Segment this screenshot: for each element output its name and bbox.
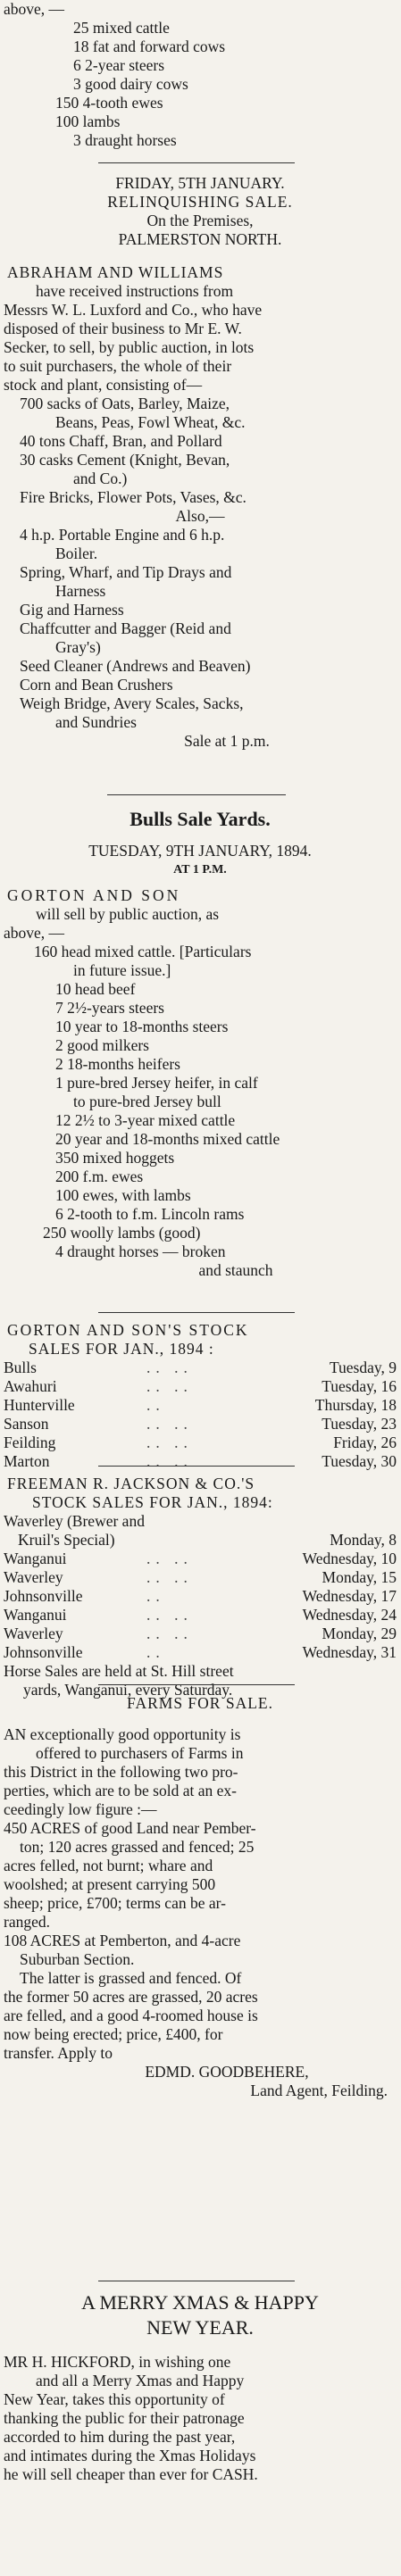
schedule-row: Waverley .. .. Monday, 29 bbox=[4, 1625, 397, 1642]
body-line: perties, which are to be sold at an ex- bbox=[4, 1782, 237, 1799]
item-line: 40 tons Chaff, Bran, and Pollard bbox=[20, 432, 222, 450]
bulls-sale-ad bbox=[4, 808, 397, 1280]
body-line: The latter is grassed and fenced. Of bbox=[20, 1969, 242, 1987]
item-line: Harness bbox=[55, 582, 106, 600]
list-item: 25 mixed cattle bbox=[73, 19, 170, 37]
sale-date: FRIDAY, 5TH JANUARY. bbox=[115, 174, 285, 192]
item-line: 100 ewes, with lambs bbox=[55, 1186, 191, 1204]
divider bbox=[107, 794, 286, 795]
schedule-row: Sanson .. .. Tuesday, 23 bbox=[4, 1415, 397, 1433]
divider bbox=[98, 1312, 295, 1313]
schedule-row: Bulls .. .. Tuesday, 9 bbox=[4, 1359, 397, 1376]
stock-list-top bbox=[4, 0, 397, 150]
gorton-stock-sales bbox=[4, 1321, 397, 1471]
item-line: to pure-bred Jersey bull bbox=[73, 1093, 221, 1110]
body-line: 450 ACRES of good Land near Pember- bbox=[4, 1819, 256, 1837]
body-line: ceedingly low figure :— bbox=[4, 1800, 157, 1818]
item-line: and Sundries bbox=[55, 713, 137, 731]
agent-name: EDMD. GOODBEHERE, bbox=[145, 2063, 309, 2081]
item-line: 350 mixed hoggets bbox=[55, 1149, 175, 1167]
item-line: 30 casks Cement (Knight, Bevan, bbox=[20, 451, 230, 469]
item-line: 200 f.m. ewes bbox=[55, 1168, 144, 1185]
item-line: 10 year to 18-months steers bbox=[55, 1018, 229, 1035]
schedule-row: Hunterville .. Thursday, 18 bbox=[4, 1396, 397, 1414]
body-line: offered to purchasers of Farms in bbox=[36, 1744, 244, 1762]
item-line: 7 2½-years steers bbox=[55, 999, 164, 1017]
item-line: Gray's) bbox=[55, 638, 101, 656]
item-line: 2 18-months heifers bbox=[55, 1055, 180, 1073]
item-line: Boiler. bbox=[55, 544, 98, 562]
item-line: 250 woolly lambs (good) bbox=[43, 1224, 201, 1242]
sale-time: Sale at 1 p.m. bbox=[184, 732, 270, 750]
item-line: 4 draught horses — broken bbox=[55, 1242, 226, 1260]
bulls-date: TUESDAY, 9TH JANUARY, 1894. bbox=[88, 842, 312, 860]
body-line: thanking the public for their patronage bbox=[4, 2409, 245, 2427]
item-line: 10 head beef bbox=[55, 980, 136, 998]
schedule-title: GORTON AND SON'S STOCK bbox=[7, 1321, 249, 1339]
body-line: and all a Merry Xmas and Happy bbox=[36, 2372, 245, 2389]
item-line: 1 pure-bred Jersey heifer, in calf bbox=[55, 1074, 258, 1092]
body-line: now being erected; price, £400, for bbox=[4, 2025, 223, 2043]
body-line: accorded to him during the past year, bbox=[4, 2428, 236, 2446]
schedule-row: Feilding .. .. Friday, 26 bbox=[4, 1433, 397, 1451]
list-item: 150 4-tooth ewes bbox=[55, 94, 163, 112]
sale-premises: On the Premises, bbox=[146, 212, 254, 229]
schedule-row: Wanganui .. .. Wednesday, 24 bbox=[4, 1606, 397, 1624]
body-line: Secker, to sell, by public auction, in lots bbox=[4, 338, 255, 356]
jackson-stock-sales bbox=[4, 1475, 397, 1699]
schedule-row: Kruil's Special) Monday, 8 bbox=[18, 1531, 397, 1549]
item-line: Weigh Bridge, Avery Scales, Sacks, bbox=[20, 694, 244, 712]
schedule-row: Johnsonville .. Wednesday, 17 bbox=[4, 1587, 397, 1605]
bulls-title: Bulls Sale Yards. bbox=[129, 808, 271, 830]
firm-name: ABRAHAM AND WILLIAMS bbox=[7, 263, 224, 281]
body-line: sheep; price, £700; terms can be ar- bbox=[4, 1894, 226, 1912]
item-line: Corn and Bean Crushers bbox=[20, 676, 173, 694]
body-line: AN exceptionally good opportunity is bbox=[4, 1725, 241, 1743]
body-line: Suburban Section. bbox=[20, 1950, 135, 1968]
body-line: this District in the following two pro- bbox=[4, 1763, 238, 1781]
body-line: to suit purchasers, the whole of their bbox=[4, 357, 232, 375]
divider bbox=[98, 1684, 295, 1685]
note-line: yards, Wanganui, every Saturday. bbox=[23, 1681, 233, 1699]
body-line: he will sell cheaper than ever for CASH. bbox=[4, 2465, 258, 2483]
xmas-title: A MERRY XMAS & HAPPY bbox=[81, 2291, 319, 2314]
schedule-title: SALES FOR JAN., 1894 : bbox=[29, 1340, 214, 1358]
body-line: acres felled, not burnt; whare and bbox=[4, 1857, 213, 1874]
item-line: 160 head mixed cattle. [Particulars bbox=[34, 943, 252, 960]
bulls-time: AT 1 P.M. bbox=[173, 863, 227, 877]
farms-for-sale-ad bbox=[4, 1694, 397, 2100]
item-line: 2 good milkers bbox=[55, 1036, 149, 1054]
body-line: are felled, and a good 4-roomed house is bbox=[4, 2007, 258, 2024]
item-line: Seed Cleaner (Andrews and Beaven) bbox=[20, 657, 251, 675]
schedule-row: Wanganui .. .. Wednesday, 10 bbox=[4, 1550, 397, 1567]
sale-title: RELINQUISHING SALE. bbox=[107, 193, 293, 211]
item-line: Fire Bricks, Flower Pots, Vases, &c. bbox=[20, 488, 246, 506]
firm-name: GORTON AND SON bbox=[7, 886, 181, 904]
xmas-ad bbox=[4, 2290, 397, 2484]
body-line: ton; 120 acres grassed and fenced; 25 bbox=[20, 1838, 255, 1856]
divider bbox=[98, 162, 295, 163]
body-line: above, — bbox=[4, 924, 65, 942]
item-line: Spring, Wharf, and Tip Drays and bbox=[20, 563, 232, 581]
body-line: will sell by public auction, as bbox=[36, 905, 220, 923]
body-line: MR H. HICKFORD, in wishing one bbox=[4, 2353, 231, 2371]
item-line: 20 year and 18-months mixed cattle bbox=[55, 1130, 280, 1148]
item-line: Chaffcutter and Bagger (Reid and bbox=[20, 619, 231, 637]
item-line: Gig and Harness bbox=[20, 601, 124, 619]
list-item: 3 good dairy cows bbox=[73, 75, 188, 93]
xmas-title: NEW YEAR. bbox=[146, 2316, 254, 2339]
item-line: Beans, Peas, Fowl Wheat, &c. bbox=[55, 413, 246, 431]
body-line: transfer. Apply to bbox=[4, 2044, 113, 2062]
body-line: Messrs W. L. Luxford and Co., who have bbox=[4, 301, 263, 319]
body-line: have received instructions from bbox=[36, 282, 234, 300]
schedule-row-label: Waverley (Brewer and bbox=[4, 1512, 145, 1530]
item-line: 700 sacks of Oats, Barley, Maize, bbox=[20, 395, 230, 412]
body-line: woolshed; at present carrying 500 bbox=[4, 1875, 216, 1893]
note-line: Horse Sales are held at St. Hill street bbox=[4, 1662, 234, 1680]
schedule-row: Johnsonville .. Wednesday, 31 bbox=[4, 1643, 397, 1661]
item-line: 12 2½ to 3-year mixed cattle bbox=[55, 1111, 236, 1129]
item-line: 4 h.p. Portable Engine and 6 h.p. bbox=[20, 526, 225, 544]
item-line: Also,— bbox=[175, 507, 225, 525]
schedule-title: FREEMAN R. JACKSON & CO.'S bbox=[7, 1475, 255, 1492]
list-intro: above, — bbox=[4, 0, 65, 18]
list-item: 18 fat and forward cows bbox=[73, 37, 226, 55]
list-item: 6 2-year steers bbox=[73, 56, 165, 74]
body-line: 108 ACRES at Pemberton, and 4-acre bbox=[4, 1932, 241, 1949]
item-line: and staunch bbox=[198, 1261, 273, 1279]
relinquishing-sale-ad bbox=[4, 174, 397, 751]
body-line: disposed of their business to Mr E. W. bbox=[4, 320, 242, 337]
sale-place: PALMERSTON NORTH. bbox=[118, 230, 282, 248]
schedule-row: Waverley .. .. Monday, 15 bbox=[4, 1568, 397, 1586]
item-line: and Co.) bbox=[73, 469, 128, 487]
body-line: New Year, takes this opportunity of bbox=[4, 2390, 225, 2408]
schedule-row: Marton .. .. Tuesday, 30 bbox=[4, 1452, 397, 1470]
list-item: 100 lambs bbox=[55, 112, 121, 130]
body-line: and intimates during the Xmas Holidays bbox=[4, 2447, 256, 2464]
schedule-title: STOCK SALES FOR JAN., 1894: bbox=[32, 1493, 273, 1511]
list-item: 3 draught horses bbox=[73, 131, 177, 149]
body-line: stock and plant, consisting of— bbox=[4, 376, 203, 394]
schedule-row: Awahuri .. .. Tuesday, 16 bbox=[4, 1377, 397, 1395]
item-line: in future issue.] bbox=[73, 961, 171, 979]
divider bbox=[98, 1466, 295, 1467]
body-line: the former 50 acres are grassed, 20 acres bbox=[4, 1988, 258, 2006]
body-line: ranged. bbox=[4, 1913, 50, 1931]
farms-title: FARMS FOR SALE. bbox=[127, 1694, 273, 1712]
agent-title: Land Agent, Feilding. bbox=[250, 2082, 388, 2099]
item-line: 6 2-tooth to f.m. Lincoln rams bbox=[55, 1205, 245, 1223]
